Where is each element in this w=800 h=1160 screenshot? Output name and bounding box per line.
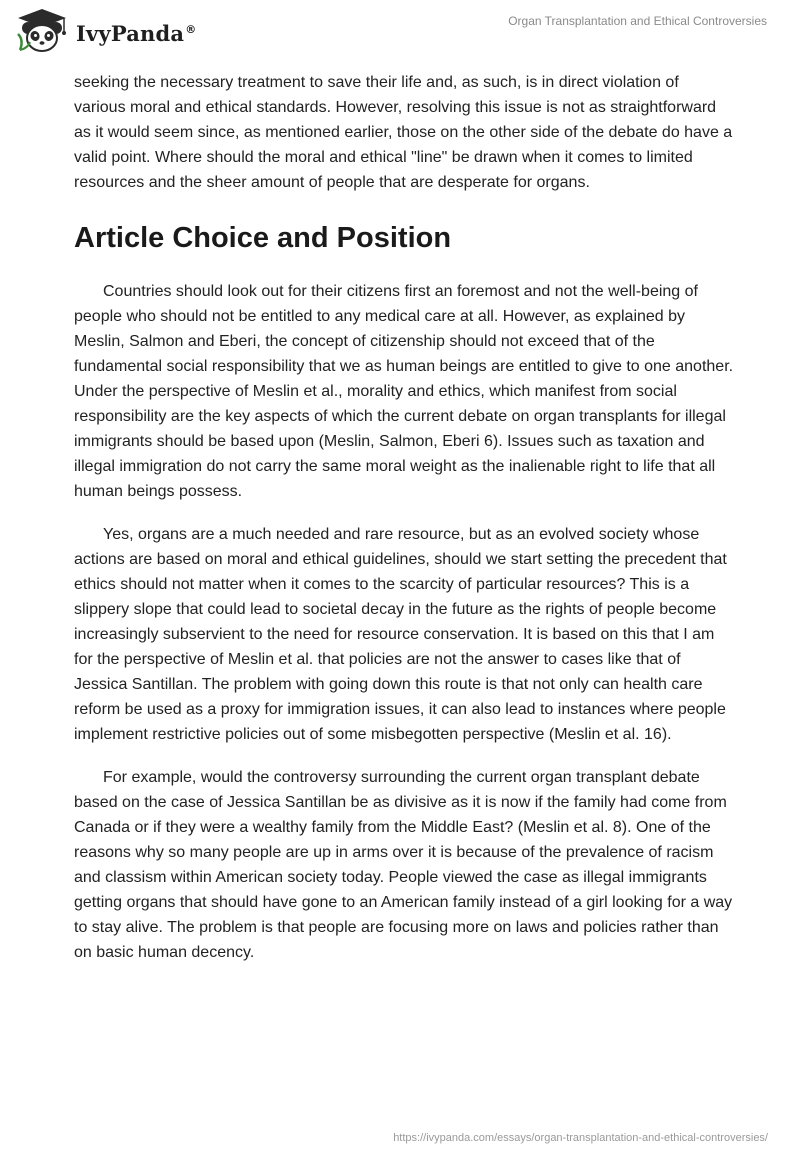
brand-name bbox=[76, 21, 196, 46]
body-paragraph-2: Yes, organs are a much needed and rare resource, but as an evolved society whose actions are based on moral and ethical guidelines, should we start setting the precedent that ethics should not matter when it comes to the scarcity of particular resources? This is a slippery slope that could lead to societal decay in the future as the rights of people become increasingly subservient to the need for resource conservation. It is based on this that I am for the perspective of Meslin et al. that policies are not the answer to cases like that of Jessica Santillan. The problem with going down this route is that not only can health care reform be used as a proxy for immigration issues, it can also lead to instances where people implement restrictive policies out of some misbegotten perspective (Meslin et al. 16). bbox=[74, 526, 727, 743]
intro-paragraph: seeking the necessary treatment to save their life and, as such, is in direct violation of various moral and ethical standards. However, resolving this issue is not as straightforward as it would seem since, as mentioned earlier, those on the other side of the debate do have a valid point. Where should the moral and ethical "line" be drawn when it comes to limited resources and the sheer amount of people that are desperate for organs. bbox=[74, 74, 733, 191]
ivypanda-logo-link[interactable] bbox=[14, 6, 196, 56]
essay-body bbox=[74, 70, 734, 983]
panda-graduate-icon bbox=[14, 6, 70, 56]
document-title: Organ Transplantation and Ethical Controversies bbox=[508, 14, 767, 28]
body-paragraph-1: Countries should look out for their citizens first an foremost and not the well-being of people who should not be entitled to any medical care at all. However, as explained by Meslin, Salmon and Eberi, the concept of citizenship should not exceed that of the fundamental social responsibility that we as human beings are entitled to give to one another. Under the perspective of Meslin et al., morality and ethics, which manifest from social responsibility are the key aspects of which the current debate on organ transplants for illegal immigrants should be based upon (Meslin, Salmon, Eberi 6). Issues such as taxation and illegal immigration do not carry the same moral weight as the inalienable right to life that all human beings possess. bbox=[74, 283, 734, 500]
brand-text: IvyPanda bbox=[76, 20, 185, 46]
body-paragraph-3: For example, would the controversy surrounding the current organ transplant debate based on the case of Jessica Santillan be as divisive as it is now if the family had come from Canada or if they were a wealthy family from the Middle East? (Meslin et al. 8). One of the reasons why so many people are up in arms over it is because of the prevalence of racism and classism within American society today. People viewed the case as illegal immigrants getting organs that should have gone to an American family instead of a girl looking for a way to stay alive. The problem is that people are focusing more on laws and policies rather than on basic human decency. bbox=[74, 769, 733, 961]
registered-mark: ® bbox=[185, 22, 197, 36]
page-header bbox=[0, 0, 800, 70]
source-url-link[interactable]: https://ivypanda.com/essays/organ-transplantation-and-ethical-controversies/ bbox=[393, 1132, 768, 1144]
section-heading: Article Choice and Position bbox=[74, 222, 452, 254]
